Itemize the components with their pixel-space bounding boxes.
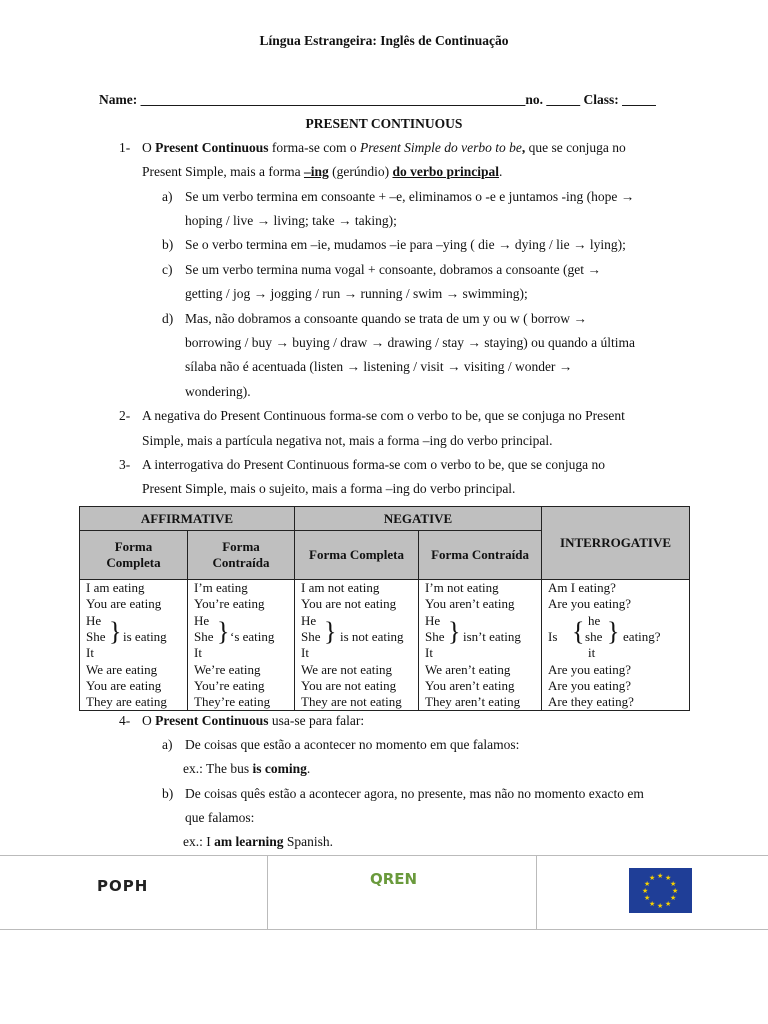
name-label: Name: [99,92,138,107]
poph-logo [97,877,148,901]
name-line [99,92,656,108]
example-text: Spanish. [283,834,334,849]
rule-a-line2: hoping / live → living; take → taking); [185,213,397,228]
example-text: ex.: The bus [183,761,253,776]
table-line: He [301,612,317,628]
table-line: ‘s eating [230,628,275,644]
rule1-text: que se conjuga no [525,140,626,155]
table-line: She [301,628,321,644]
class-label: Class: [583,92,619,107]
rule4-b-text2: que falamos: [185,810,255,825]
table-line: isn’t eating [463,628,521,644]
qren-logo [370,872,417,886]
rule1-text: Present Simple, mais a forma [142,164,304,179]
rule3-line1: A interrogativa do Present Continuous forma-se com o verbo to be, que se conjuga no [142,457,606,472]
interrogative-header: INTERROGATIVE [542,507,690,580]
table-line: Are you eating? [548,677,632,693]
rule4-a-text: De coisas que estão a acontecer no momento em que falamos: [185,737,520,752]
table-line: it [588,644,596,660]
rule-c-line1: Se um verbo termina numa vogal + consoante, dobramos a consoante (get → [185,262,601,277]
present-continuous-table [79,506,690,711]
pronoun-group [301,613,418,662]
rule-c-line2: getting / jog → jogging / run → running / swim → swimming); [185,286,528,301]
poph-logo-text: POPH [97,877,149,895]
header-word: Completa [106,555,161,570]
table-line: You’re eating [194,677,265,693]
example-text: ex.: I [183,834,215,849]
eu-flag-icon: ★ ★ ★ ★ ★ ★ ★ ★ ★ ★ ★ ★ [629,868,692,913]
example-verb: is coming [252,761,307,776]
rule4-text: usa-se para falar: [268,713,365,728]
rule1-term: Present Continuous [155,140,269,155]
rule-c-letter: c) [162,262,173,277]
rule4-text: O [142,713,156,728]
table-line: We aren’t eating [425,661,511,677]
pronoun-group [86,613,187,662]
table-line: is eating [123,628,167,644]
rule4-b-example [183,830,333,854]
rule2-line1: A negativa do Present Continuous forma-se com o verbo to be, que se conjuga no Present [142,408,625,423]
table-line: They aren’t eating [425,694,521,710]
rule4-b-letter: b) [162,786,174,801]
brace-icon: } [324,616,337,646]
table-line: She [86,628,106,644]
pronoun-group [194,613,294,662]
table-line: They are not eating [301,694,402,710]
table-line: You are eating [86,677,162,693]
aff-short-header [188,531,295,580]
table-line: You aren’t eating [425,596,515,612]
aff-full-header [80,531,188,580]
rule3-line2: Present Simple, mais o sujeito, mais a forma –ing do verbo principal. [142,481,516,496]
table-line: He [425,612,441,628]
rule2-number: 2- [119,408,131,423]
table-line: It [86,645,94,661]
table-line: she [585,628,603,644]
table-line: We’re eating [194,661,261,677]
no-blank: _____ [546,92,581,107]
header-word: Forma [222,539,260,554]
rule1-verb: do verbo principal [392,164,499,179]
rule-a-line1: Se um verbo termina em consoante + –e, eliminamos o -e e juntamos -ing (hope → [185,189,635,204]
rule-d-line1: Mas, não dobramos a consoante quando se trata de um y ou w ( borrow → [185,311,587,326]
rule2-line2: Simple, mais a partícula negativa not, mais a forma –ing do verbo principal. [142,433,553,448]
table-line: he [588,612,601,628]
rule1-comma: , [521,140,526,155]
table-line: Are they eating? [548,694,634,710]
rule-b-letter: b) [162,237,174,252]
name-blank: _________________________________________________________ [140,92,526,107]
brace-icon: } [607,616,620,646]
rule-d-letter: d) [162,311,174,326]
table-line: He [86,612,102,628]
table-line: Are you eating? [548,596,632,612]
example-verb: am learning [214,834,284,849]
table-line: Am I eating? [548,580,616,595]
pronoun-group [425,613,541,662]
rule4-line1 [142,709,364,733]
table-line: He [194,612,210,628]
table-line: You are not eating [301,677,397,693]
rule4-number: 4- [119,713,131,728]
neg-full-cell [295,580,419,711]
page-title: PRESENT CONTINUOUS [305,116,463,131]
rule1-ing: –ing [303,164,329,179]
rule-a-letter: a) [162,189,173,204]
rule1-period: . [498,164,503,179]
rule-d-line2: borrowing / buy → buying / draw → drawing / stay → staying) ou quando a última [185,335,635,350]
table-line: She [194,628,214,644]
table-line: Are you eating? [548,661,632,677]
table-line: It [194,645,202,661]
brace-icon: { [572,616,585,646]
table-line: She [425,628,445,644]
rule-d-line3: sílaba não é acentuada (listen → listening / visit → visiting / wonder → [185,359,573,374]
brace-icon: } [217,616,230,646]
rule1-number: 1- [119,140,131,155]
pronoun-group [548,613,689,662]
table-line: It [425,645,433,661]
aff-short-cell [188,580,295,711]
table-line: I am eating [86,580,145,595]
table-line: You are eating [86,596,162,612]
class-blank: _____ [622,92,656,107]
table-line: I’m eating [194,580,248,595]
rule1-line1 [142,136,626,160]
table-line: eating? [623,628,661,644]
table-line: You’re eating [194,596,265,612]
brace-icon: } [448,616,461,646]
rule4-a-example [183,757,310,781]
table-line: We are not eating [301,661,393,677]
header-word: Forma [114,539,153,554]
interrogative-cell [542,580,690,711]
example-text: . [306,761,311,776]
table-line: They’re eating [194,694,271,710]
table-line: I’m not eating [425,580,499,595]
table-line: They are eating [86,694,167,710]
no-label: no. [525,92,543,107]
rule-d-line4: wondering). [185,384,251,399]
affirmative-header: AFFIRMATIVE [80,507,295,531]
rule1-italic: Present Simple do verbo to be [360,140,522,155]
neg-short-cell [419,580,542,711]
document-header: Língua Estrangeira: Inglês de Continuação [259,33,509,48]
rule1-text: (gerúndio) [328,164,393,179]
rule1-line2 [142,160,502,184]
table-line: is not eating [340,628,404,644]
aff-full-cell [80,580,188,711]
neg-short-header: Forma Contraída [419,531,542,580]
rule4-term: Present Continuous [155,713,269,728]
table-line: You are not eating [301,596,397,612]
table-line: It [301,645,309,661]
rule4-b-text1: De coisas quês estão a acontecer agora, no presente, mas não no momento exacto em [185,786,644,801]
qren-logo-text: QREN [370,870,418,888]
rule3-number: 3- [119,457,131,472]
table-line: We are eating [86,661,158,677]
neg-full-header: Forma Completa [295,531,419,580]
rule1-text: O [142,140,156,155]
footer-divider [536,856,537,929]
table-line: You aren’t eating [425,677,515,693]
rule4-a-letter: a) [162,737,173,752]
footer-logos [0,855,768,930]
rule1-text: forma-se com o [268,140,360,155]
header-word: Contraída [212,555,270,570]
rule-b-line1: Se o verbo termina em –ie, mudamos –ie para –ying ( die → dying / lie → lying); [185,237,626,252]
table-line: Is [548,628,558,644]
table-line: I am not eating [301,580,380,595]
negative-header: NEGATIVE [295,507,542,531]
footer-divider [267,856,268,929]
brace-icon: } [109,616,122,646]
